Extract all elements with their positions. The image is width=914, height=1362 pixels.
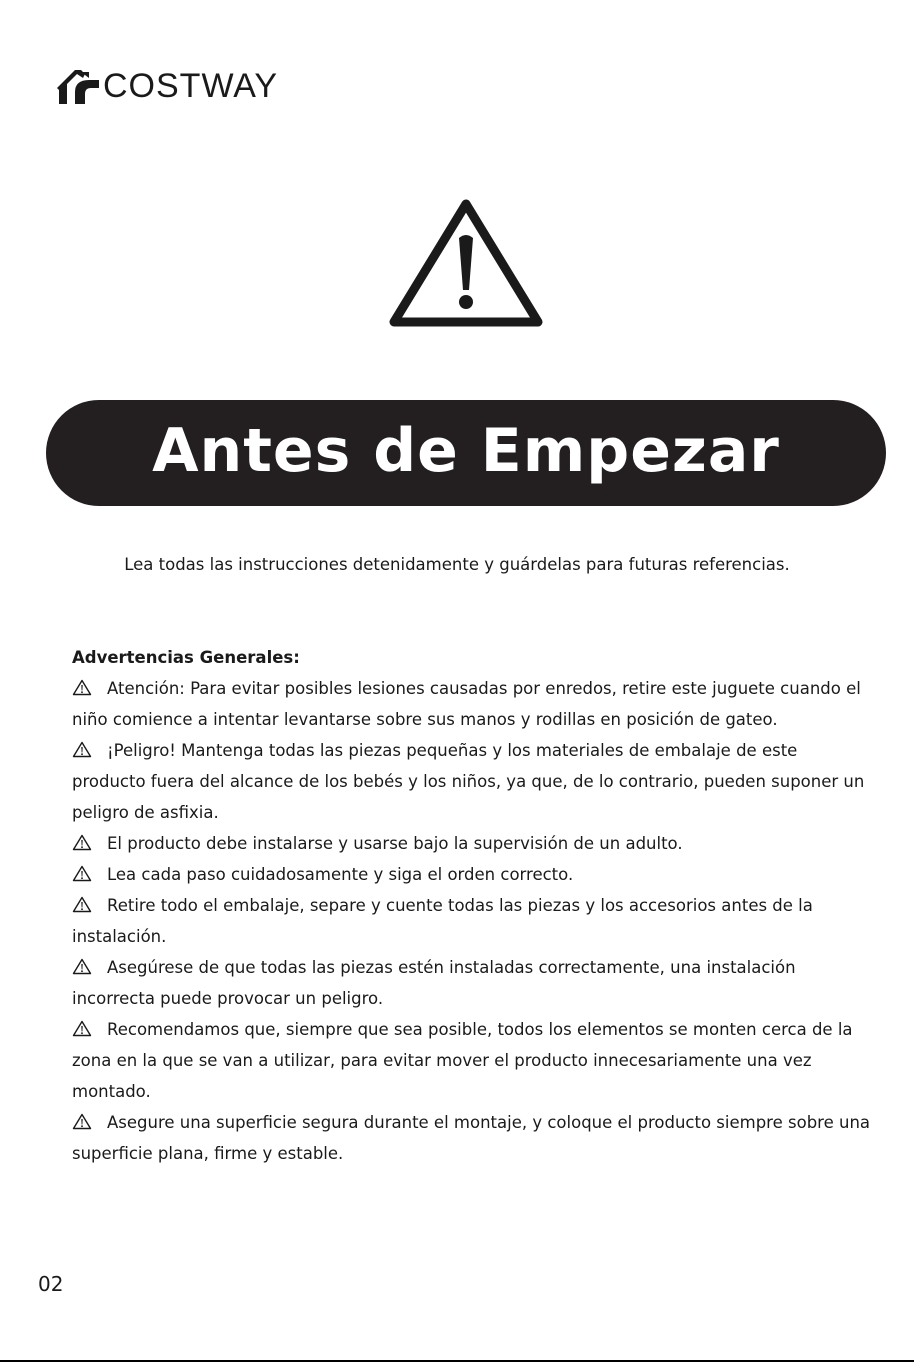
- warning-text: Recomendamos que, siempre que sea posible, todos los elementos se monten cerca de la zona en la que se van a utilizar, para evitar mover el producto innecesariamente una vez montado.: [72, 1020, 853, 1101]
- warning-text: Retire todo el embalaje, separe y cuente todas las piezas y los accesorios antes de la instalación.: [72, 896, 813, 946]
- warnings-heading: Advertencias Generales:: [72, 648, 300, 667]
- warning-triangle-icon: [72, 741, 92, 758]
- warning-triangle-icon: [72, 958, 92, 975]
- warning-triangle-icon: [72, 1020, 92, 1037]
- warning-item: [72, 859, 872, 890]
- brand-logo: [55, 64, 278, 108]
- warning-triangle-icon: [72, 679, 92, 696]
- warning-text: Asegure una superficie segura durante el montaje, y coloque el producto siempre sobre una superficie plana, firme y estable.: [72, 1113, 871, 1163]
- house-logo-icon: [55, 66, 101, 106]
- warning-item: [72, 673, 872, 735]
- warning-text: El producto debe instalarse y usarse bajo la supervisión de un adulto.: [107, 834, 683, 853]
- warning-item: [72, 890, 872, 952]
- warning-text: ¡Peligro! Mantenga todas las piezas pequeñas y los materiales de embalaje de este producto fuera del alcance de los bebés y los niños, ya que, de lo contrario, pueden suponer un peligro de asfixia.: [72, 741, 865, 822]
- warning-triangle-icon: [72, 896, 92, 913]
- warning-triangle-icon: [72, 834, 92, 851]
- warning-item: [72, 952, 872, 1014]
- section-banner: [46, 400, 886, 506]
- warning-text: Lea cada paso cuidadosamente y siga el orden correcto.: [107, 865, 574, 884]
- warning-item: [72, 1014, 872, 1107]
- warning-triangle-icon: [72, 865, 92, 882]
- warning-triangle-icon: [72, 1113, 92, 1130]
- warning-item: [72, 735, 872, 828]
- intro-text: Lea todas las instrucciones detenidamente y guárdelas para futuras referencias.: [124, 555, 790, 574]
- brand-name: COSTWAY: [103, 67, 279, 105]
- page-number: 02: [38, 1272, 64, 1296]
- warnings-section: [72, 642, 872, 1169]
- warning-item: [72, 1107, 872, 1169]
- page-title: Antes de Empezar: [152, 416, 780, 486]
- warning-triangle-icon: [388, 196, 544, 328]
- warning-text: Asegúrese de que todas las piezas estén instaladas correctamente, una instalación incorrecta puede provocar un peligro.: [72, 958, 796, 1008]
- warning-text: Atención: Para evitar posibles lesiones causadas por enredos, retire este juguete cuando el niño comience a intentar levantarse sobre sus manos y rodillas en posición de gateo.: [72, 679, 861, 729]
- warning-item: [72, 828, 872, 859]
